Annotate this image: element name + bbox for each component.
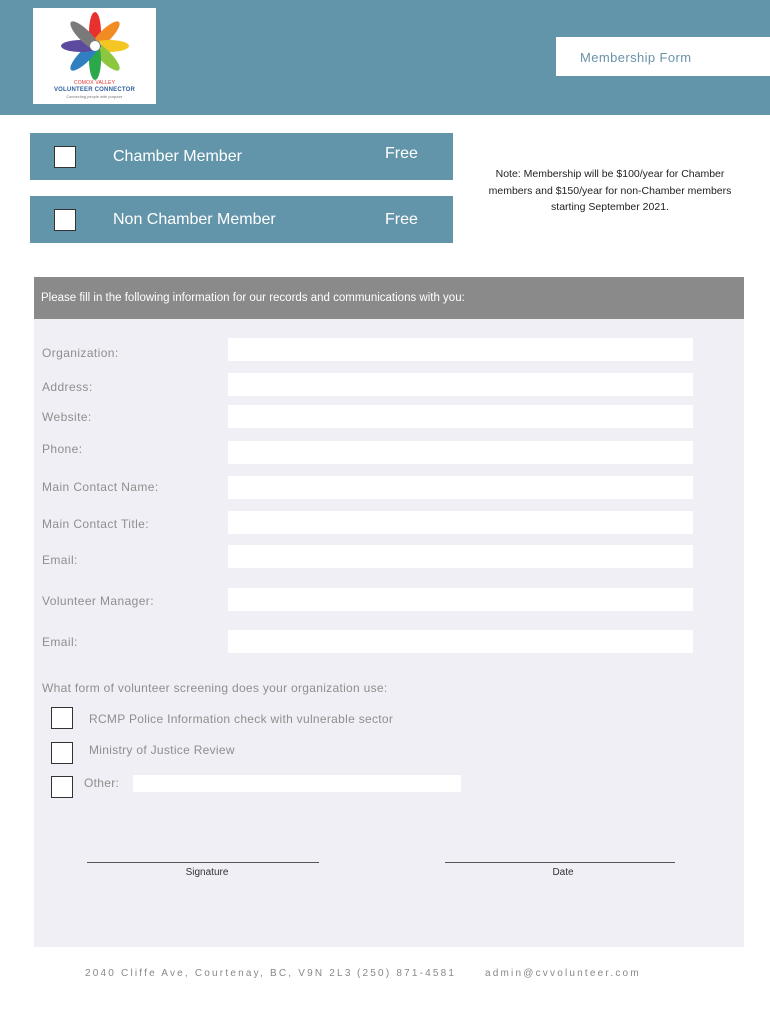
manager-email-input[interactable] xyxy=(228,630,693,653)
contact-name-input[interactable] xyxy=(228,476,693,499)
organization-logo xyxy=(33,8,156,104)
header-banner xyxy=(0,0,770,115)
date-label: Date xyxy=(552,867,574,878)
ministry-justice-checkbox[interactable] xyxy=(51,742,73,764)
contact-name-label: Main Contact Name: xyxy=(42,480,159,494)
organization-input[interactable] xyxy=(228,338,693,361)
info-banner xyxy=(34,277,744,319)
other-screening-input[interactable] xyxy=(133,775,461,792)
phone-label: Phone: xyxy=(42,442,83,456)
other-screening-checkbox[interactable] xyxy=(51,776,73,798)
non-chamber-member-label: Non Chamber Member xyxy=(113,211,276,228)
manager-email-label: Email: xyxy=(42,635,78,649)
contact-title-input[interactable] xyxy=(228,511,693,534)
form-title: Membership Form xyxy=(580,50,692,65)
website-label: Website: xyxy=(42,410,92,424)
chamber-member-price: Free xyxy=(385,145,418,162)
membership-fee-note: Note: Membership will be $100/year for Chamber members and $150/year for non-Chamber members starting September 2021. xyxy=(488,168,732,213)
form-title-box xyxy=(556,37,770,76)
rcmp-check-checkbox[interactable] xyxy=(51,707,73,729)
non-chamber-member-checkbox[interactable] xyxy=(54,209,76,231)
non-chamber-member-price: Free xyxy=(385,211,418,228)
signature-label: Signature xyxy=(185,867,229,878)
email-label: Email: xyxy=(42,553,78,567)
ministry-justice-label: Ministry of Justice Review xyxy=(89,743,235,757)
screening-question: What form of volunteer screening does your organization use: xyxy=(42,681,388,695)
contact-title-label: Main Contact Title: xyxy=(42,517,149,531)
chamber-member-option[interactable] xyxy=(30,133,453,180)
other-screening-label: Other: xyxy=(84,776,120,790)
logo-line-1: COMOX VALLEY xyxy=(73,80,116,86)
form-intro-text: Please fill in the following information for our records and communications with you: xyxy=(41,292,465,304)
chamber-member-checkbox[interactable] xyxy=(54,146,76,168)
logo-line-2: VOLUNTEER CONNECTOR xyxy=(53,87,136,93)
rcmp-check-label: RCMP Police Information check with vulnerable sector xyxy=(89,712,394,726)
non-chamber-member-option[interactable] xyxy=(30,196,453,243)
website-input[interactable] xyxy=(228,405,693,428)
footer-email: admin@cvvolunteer.com xyxy=(485,968,641,979)
footer-phone: (250) 871-4581 xyxy=(357,968,457,979)
chamber-member-label: Chamber Member xyxy=(113,148,242,165)
signature-line[interactable] xyxy=(87,862,319,863)
email-input[interactable] xyxy=(228,545,693,568)
phone-input[interactable] xyxy=(228,441,693,464)
volunteer-manager-label: Volunteer Manager: xyxy=(42,594,154,608)
volunteer-manager-input[interactable] xyxy=(228,588,693,611)
footer-address: 2040 Cliffe Ave, Courtenay, BC, V9N 2L3 xyxy=(85,968,353,979)
organization-label: Organization: xyxy=(42,346,119,360)
address-label: Address: xyxy=(42,380,93,394)
logo-line-3: Connecting people with purpose xyxy=(66,95,123,99)
date-line[interactable] xyxy=(445,862,675,863)
address-input[interactable] xyxy=(228,373,693,396)
